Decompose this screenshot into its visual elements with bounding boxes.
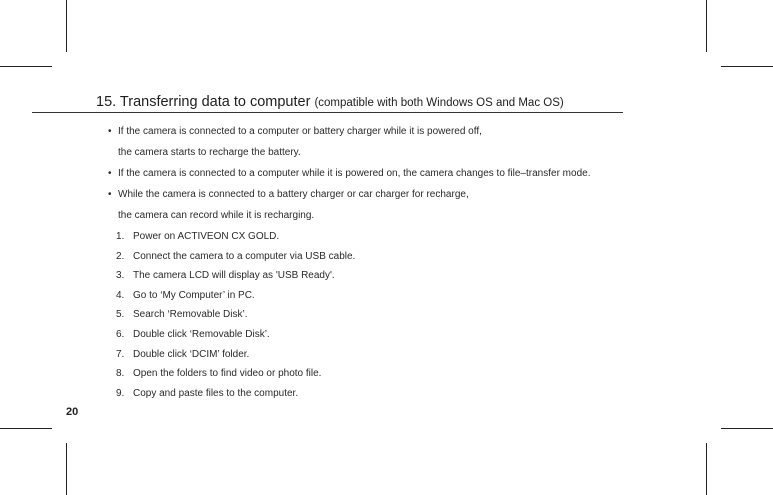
title-divider (32, 112, 623, 113)
step-item (116, 247, 355, 267)
step-item (116, 286, 355, 306)
step-text: Double click ‘DCIM’ folder. (133, 348, 250, 360)
section-subtitle: (compatible with both Windows OS and Mac OS) (314, 97, 564, 109)
crop-mark-top-right-horizontal (721, 66, 773, 67)
note-text: the camera can record while it is recharging. (118, 210, 315, 221)
steps-list (116, 227, 355, 403)
step-number: 1. (116, 231, 125, 242)
note-item-continuation (108, 205, 590, 226)
note-item (108, 184, 590, 205)
step-text: Double click ‘Removable Disk’. (133, 328, 270, 340)
crop-mark-bottom-right-vertical (706, 443, 707, 495)
step-number: 9. (116, 387, 125, 399)
crop-mark-bottom-left-horizontal (0, 428, 52, 429)
notes-list (108, 121, 590, 226)
note-text: the camera starts to recharge the battery. (118, 147, 301, 158)
step-item (116, 325, 355, 345)
step-number: 7. (116, 348, 125, 360)
note-text: If the camera is connected to a computer while it is powered on, the camera changes to file–transfer mode. (118, 168, 591, 179)
step-text: Power on ACTIVEON CX GOLD. (133, 231, 280, 242)
note-item-continuation (108, 142, 590, 163)
step-item (116, 266, 355, 286)
step-text: Connect the camera to a computer via USB cable. (133, 250, 356, 262)
step-text: The camera LCD will display as 'USB Ready'. (133, 270, 335, 282)
crop-mark-top-right-vertical (706, 0, 707, 52)
step-text: Search ‘Removable Disk’. (133, 309, 248, 321)
crop-mark-bottom-left-vertical (66, 443, 67, 495)
step-text: Open the folders to find video or photo file. (133, 368, 322, 380)
step-item (116, 345, 355, 365)
step-number: 5. (116, 309, 125, 321)
bullet-icon: • (108, 189, 112, 200)
step-text: Copy and paste files to the computer. (133, 387, 299, 399)
bullet-icon: • (108, 126, 112, 137)
note-text: While the camera is connected to a battery charger or car charger for recharge, (118, 189, 469, 200)
crop-mark-bottom-right-horizontal (721, 428, 773, 429)
step-item (116, 227, 355, 247)
bullet-icon: • (108, 168, 112, 179)
step-item (116, 305, 355, 325)
crop-mark-top-left-vertical (66, 0, 67, 52)
step-text: Go to ‘My Computer’ in PC. (133, 289, 255, 301)
section-title-text: 15. Transferring data to computer (96, 94, 311, 110)
step-number: 4. (116, 289, 125, 301)
page-number: 20 (66, 406, 79, 418)
note-item (108, 121, 590, 142)
step-number: 8. (116, 368, 125, 380)
step-number: 3. (116, 270, 125, 282)
note-item (108, 163, 590, 184)
step-item (116, 384, 355, 404)
step-item (116, 364, 355, 384)
crop-mark-top-left-horizontal (0, 66, 52, 67)
step-number: 2. (116, 250, 125, 262)
note-text: If the camera is connected to a computer or battery charger while it is powered off, (118, 126, 482, 137)
step-number: 6. (116, 328, 125, 340)
section-title (96, 94, 564, 110)
